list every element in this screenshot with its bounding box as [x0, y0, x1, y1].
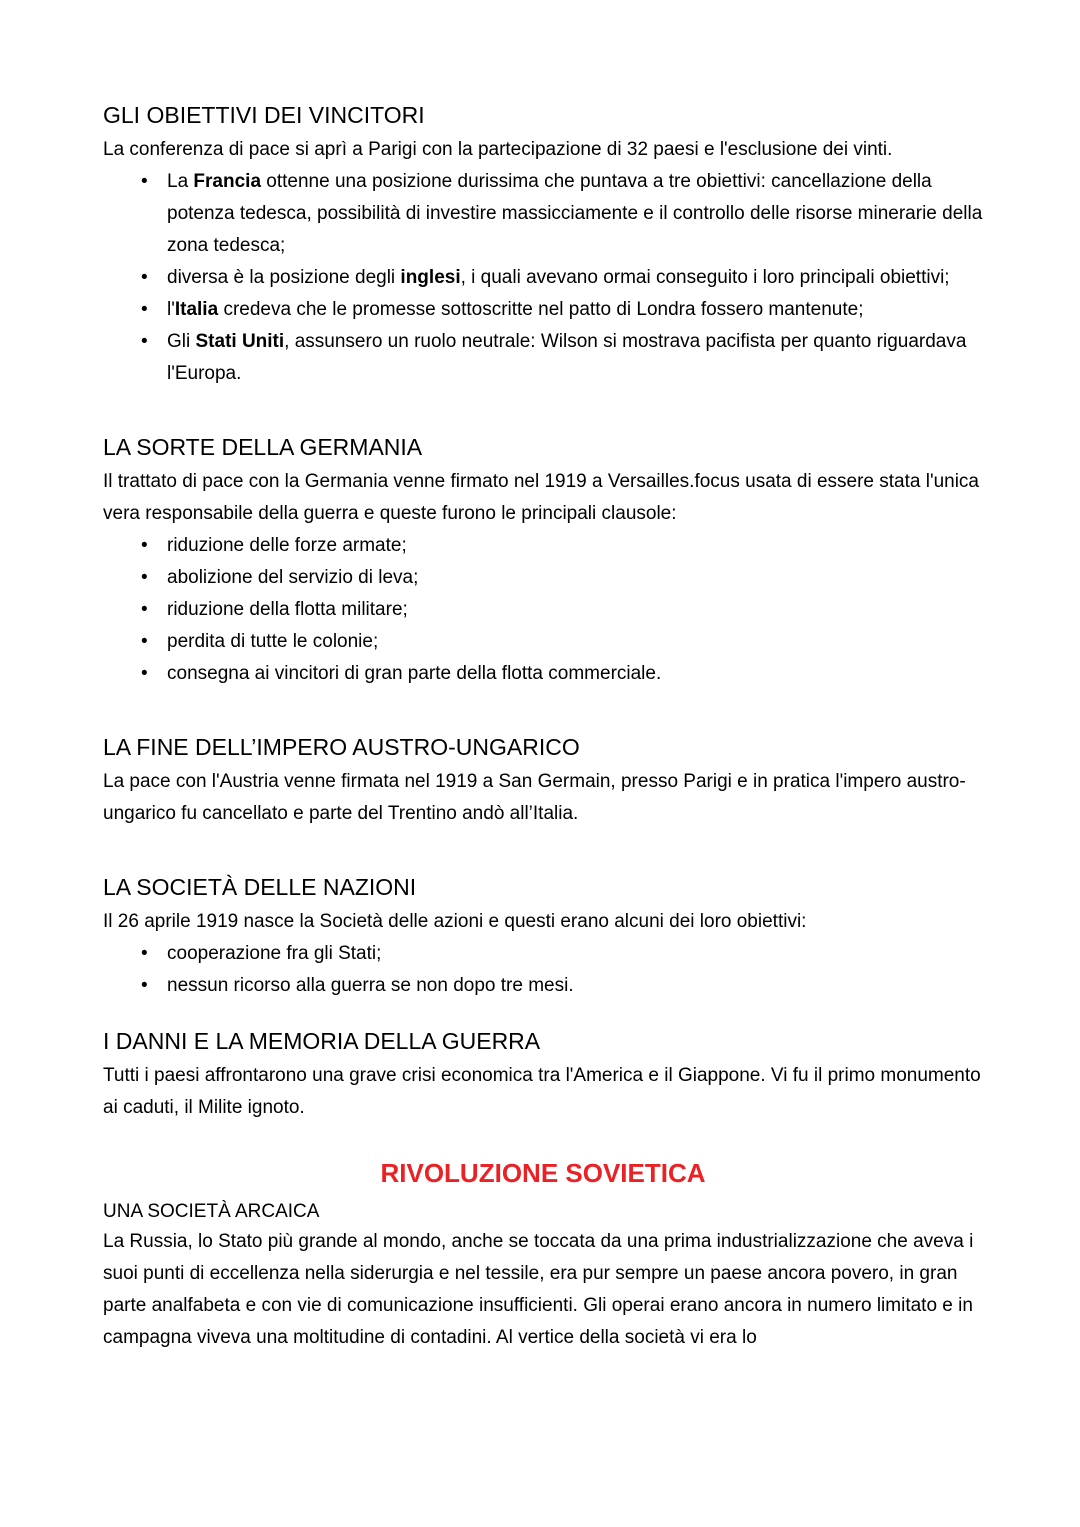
list-item	[103, 294, 983, 326]
section-intro: La pace con l'Austria venne firmata nel 1919 a San Germain, presso Parigi e in pratica l'impero austro-ungarico fu cancellato e parte del Trentino andò all’Italia.	[103, 771, 966, 824]
list-item	[103, 530, 983, 562]
section-obiettivi-vincitori	[103, 100, 983, 390]
item-text: , assunsero un ruolo neutrale: Wilson si mostrava pacifista per quanto riguardava l'Europa.	[167, 331, 967, 384]
list-item	[103, 970, 983, 1002]
section-fine-impero	[103, 732, 983, 830]
item-text: credeva che le promesse sottoscritte nel patto di Londra fossero mantenute;	[218, 299, 864, 320]
chapter-body: La Russia, lo Stato più grande al mondo, anche se toccata da una prima industrializzazione che aveva i suoi punti di eccellenza nella siderurgia e nel tessile, era pur sempre un paese ancora povero, in gran parte analfabeta e con vie di comunicazione insufficienti. Gli operai erano ancora in numero limitato e in campagna viveva una moltitudine di contadini. Al vertice della società vi era lo	[103, 1231, 974, 1348]
item-text: riduzione delle forze armate;	[167, 535, 407, 556]
section-intro: Il 26 aprile 1919 nasce la Società delle azioni e questi erano alcuni dei loro obiettivi:	[103, 911, 807, 932]
list-item	[103, 166, 983, 262]
item-text: riduzione della flotta militare;	[167, 599, 408, 620]
item-text: consegna ai vincitori di gran parte della flotta commerciale.	[167, 663, 662, 684]
item-text: abolizione del servizio di leva;	[167, 567, 419, 588]
item-text: cooperazione fra gli Stati;	[167, 943, 382, 964]
section-intro: Tutti i paesi affrontarono una grave crisi economica tra l'America e il Giappone. Vi fu il primo monumento ai caduti, il Milite ignoto.	[103, 1065, 981, 1118]
section-societa-nazioni	[103, 872, 983, 1002]
bullet-list	[103, 938, 983, 1002]
bullet-icon: •	[141, 599, 148, 620]
item-text: l'	[167, 299, 175, 320]
item-bold: Italia	[174, 299, 219, 320]
bullet-icon: •	[141, 331, 148, 352]
list-item	[103, 658, 983, 690]
list-item	[103, 262, 983, 294]
item-text: Gli	[167, 331, 196, 352]
section-heading: I DANNI E LA MEMORIA DELLA GUERRA	[103, 1028, 541, 1054]
bullet-icon: •	[141, 267, 148, 288]
bullet-icon: •	[141, 567, 148, 588]
item-text: ottenne una posizione durissima che puntava a tre obiettivi: cancellazione della potenza tedesca, possibilità di investire massicciamente e il controllo delle risorse minerarie della zona tedesca;	[167, 171, 983, 256]
section-sorte-germania	[103, 432, 983, 690]
list-item	[103, 562, 983, 594]
section-heading: LA FINE DELL’IMPERO AUSTRO-UNGARICO	[103, 734, 580, 760]
item-text: diversa è la posizione degli	[167, 267, 401, 288]
item-text: perdita di tutte le colonie;	[167, 631, 379, 652]
list-item	[103, 626, 983, 658]
list-item	[103, 938, 983, 970]
item-text: nessun ricorso alla guerra se non dopo tre mesi.	[167, 975, 574, 996]
bullet-icon: •	[141, 171, 148, 192]
list-item	[103, 594, 983, 626]
section-heading: LA SOCIETÀ DELLE NAZIONI	[103, 874, 417, 900]
chapter-title: RIVOLUZIONE SOVIETICA	[380, 1158, 706, 1188]
section-intro: La conferenza di pace si aprì a Parigi con la partecipazione di 32 paesi e l'esclusione dei vinti.	[103, 139, 893, 160]
item-bold: inglesi	[400, 267, 461, 288]
section-danni-memoria	[103, 1026, 983, 1124]
bullet-list	[103, 166, 983, 390]
item-text: , i quali avevano ormai conseguito i loro principali obiettivi;	[460, 267, 950, 288]
item-bold: Stati Uniti	[195, 331, 285, 352]
bullet-icon: •	[141, 299, 148, 320]
bullet-icon: •	[141, 631, 148, 652]
bullet-icon: •	[141, 535, 148, 556]
bullet-icon: •	[141, 943, 148, 964]
chapter-subheading: UNA SOCIETÀ ARCAICA	[103, 1201, 320, 1222]
section-heading: GLI OBIETTIVI DEI VINCITORI	[103, 102, 425, 128]
document-page	[103, 100, 983, 1354]
bullet-list	[103, 530, 983, 690]
list-item	[103, 326, 983, 390]
section-heading: LA SORTE DELLA GERMANIA	[103, 434, 423, 460]
item-text: La	[167, 171, 194, 192]
chapter-rivoluzione	[103, 1156, 983, 1354]
bullet-icon: •	[141, 975, 148, 996]
section-intro: Il trattato di pace con la Germania venne firmato nel 1919 a Versailles.focus usata di essere stata l'unica vera responsabile della guerra e queste furono le principali clausole:	[103, 471, 980, 524]
item-bold: Francia	[193, 171, 262, 192]
bullet-icon: •	[141, 663, 148, 684]
